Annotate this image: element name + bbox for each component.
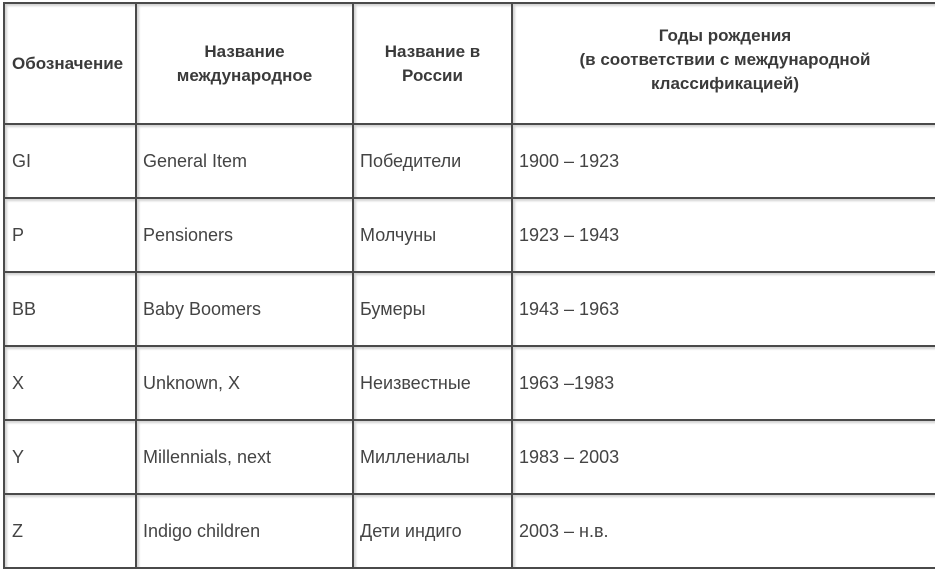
cell-code: P	[3, 199, 137, 273]
table-row	[3, 125, 935, 199]
table-row	[3, 347, 935, 421]
cell-international-name: Indigo children	[137, 495, 354, 569]
cell-international-name: Baby Boomers	[137, 273, 354, 347]
cell-code: Z	[3, 495, 137, 569]
cell-russia-name: Дети индиго	[354, 495, 513, 569]
table-body	[3, 125, 935, 569]
table-row	[3, 421, 935, 495]
cell-birth-years: 1923 – 1943	[513, 199, 935, 273]
header-international-line-1: Название	[204, 41, 285, 61]
cell-birth-years: 1963 –1983	[513, 347, 935, 421]
cell-international-name: Unknown, X	[137, 347, 354, 421]
header-years-line-2: (в соответствии с международной	[579, 49, 871, 69]
header-years-line-3: классификацией)	[650, 73, 800, 93]
header-russia-name	[354, 2, 513, 125]
cell-international-name: Millennials, next	[137, 421, 354, 495]
cell-code: BB	[3, 273, 137, 347]
header-international-name	[137, 2, 354, 125]
cell-international-name: General Item	[137, 125, 354, 199]
cell-russia-name: Неизвестные	[354, 347, 513, 421]
header-row	[3, 2, 935, 125]
cell-russia-name: Бумеры	[354, 273, 513, 347]
table-header	[3, 2, 935, 125]
cell-russia-name: Миллениалы	[354, 421, 513, 495]
cell-birth-years: 2003 – н.в.	[513, 495, 935, 569]
generations-table	[3, 2, 935, 569]
cell-birth-years: 1983 – 2003	[513, 421, 935, 495]
cell-russia-name: Победители	[354, 125, 513, 199]
cell-russia-name: Молчуны	[354, 199, 513, 273]
cell-code: GI	[3, 125, 137, 199]
header-code	[3, 2, 137, 125]
table-row	[3, 495, 935, 569]
header-birth-years	[513, 2, 935, 125]
table-row	[3, 199, 935, 273]
cell-birth-years: 1900 – 1923	[513, 125, 935, 199]
table-row	[3, 273, 935, 347]
cell-code: X	[3, 347, 137, 421]
cell-birth-years: 1943 – 1963	[513, 273, 935, 347]
header-russia-line-1: Название в	[384, 41, 481, 61]
header-code-label: Обозначение	[12, 53, 124, 73]
header-international-line-2: международное	[176, 65, 313, 85]
cell-code: Y	[3, 421, 137, 495]
header-years-line-1: Годы рождения	[658, 25, 792, 45]
cell-international-name: Pensioners	[137, 199, 354, 273]
header-russia-line-2: России	[402, 65, 463, 85]
